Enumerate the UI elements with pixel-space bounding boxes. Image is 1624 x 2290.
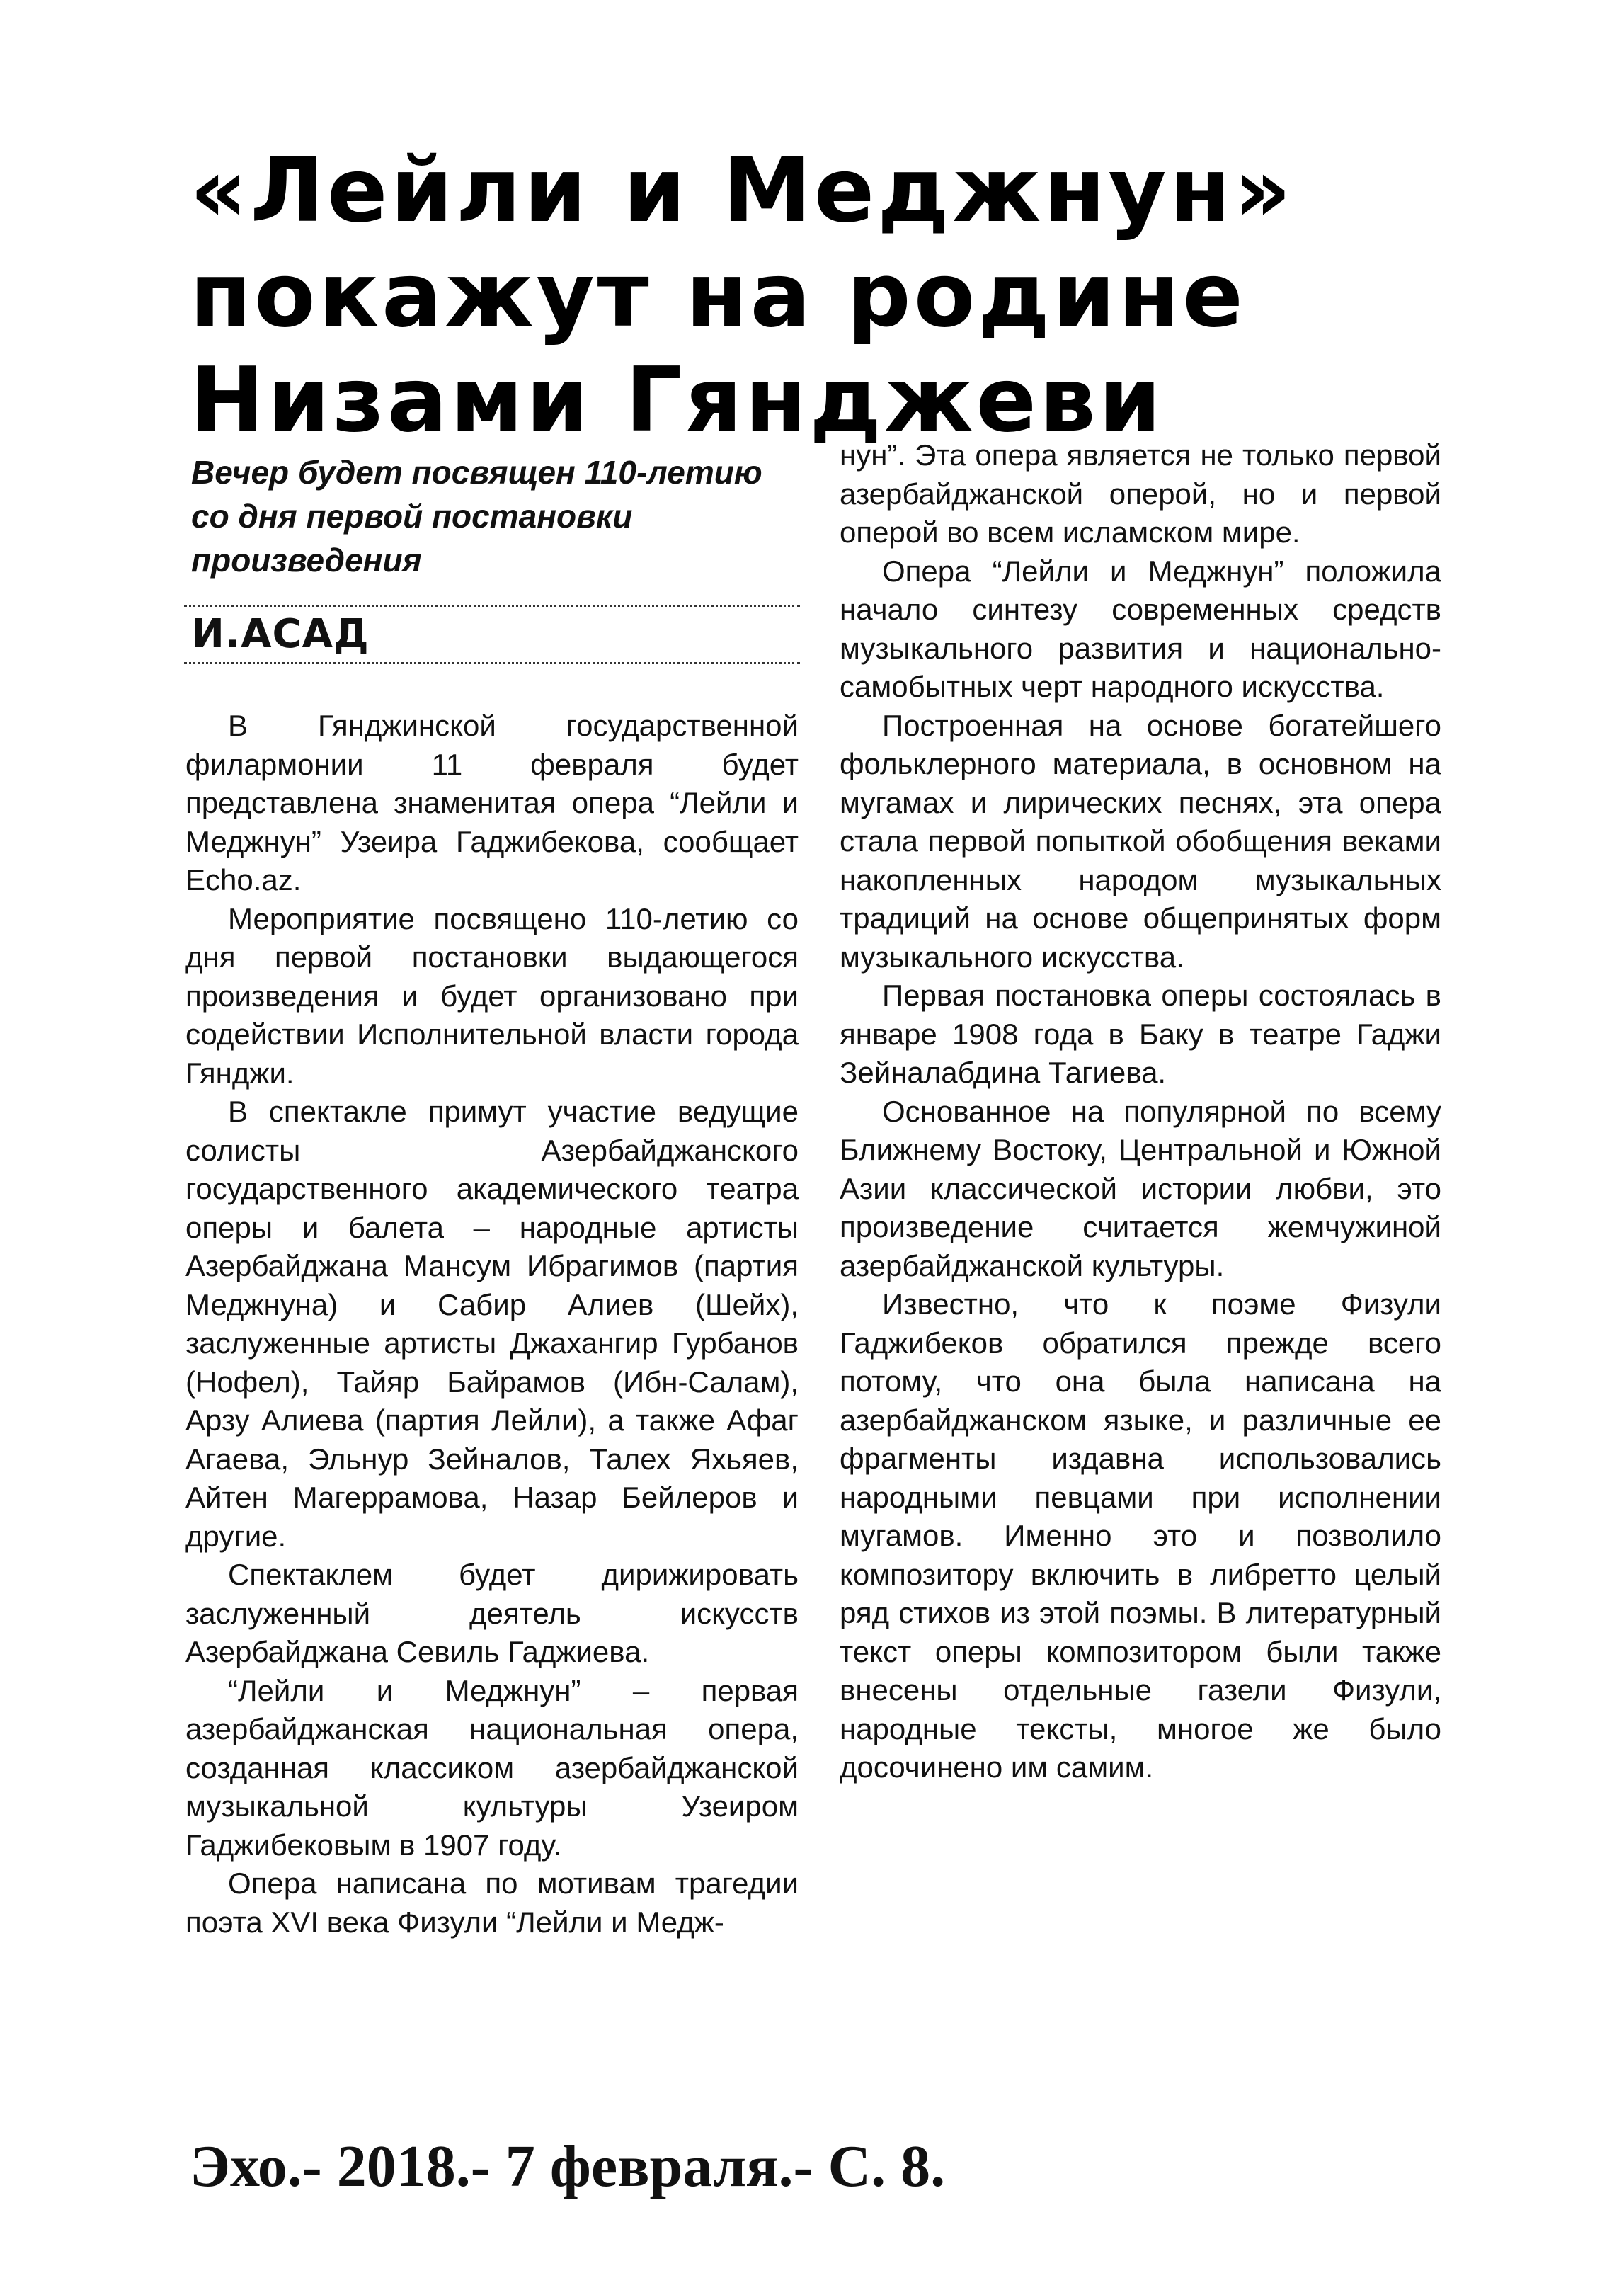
paragraph: Спектаклем будет дирижировать заслуженный деятель искусств Азербайджана Севиль Гаджиева.: [185, 1558, 799, 1668]
article-byline: И.АСАД: [191, 611, 370, 657]
paragraph: Построенная на основе богатейшего фольклерного материала, в основном на мугамах и лирических песнях, эта опера стала первой попыткой обобщения веками накопленных народом музыкальных традиций на основе общепринятых форм музыкального искусства.: [840, 708, 1441, 974]
article-column-1: [185, 707, 799, 1942]
source-citation: Эхо.- 2018.- 7 февраля.- С. 8.: [190, 2134, 946, 2199]
paragraph: Основанное на популярной по всему Ближнему Востоку, Центральной и Южной Азии классической истории любви, это произведение считается жемчужиной азербайджанской культуры.: [840, 1094, 1441, 1282]
headline-line-1: «Лейли и Меджнун»: [190, 138, 1295, 242]
paragraph-continuation: нун”. Эта опера является не только первой азербайджанской оперой, но и первой оперой во всем исламском мире.: [840, 438, 1441, 549]
paragraph: Мероприятие посвящено 110-летию со дня первой постановки выдающегося произведения и будет организовано при содействии Исполнительной власти города Гянджи.: [185, 901, 799, 1090]
paragraph: “Лейли и Меджнун” – первая азербайджанская национальная опера, созданная классиком азербайджанской музыкальной культуры Узеиром Гаджибековым в 1907 году.: [185, 1673, 799, 1862]
paragraph: Известно, что к поэме Физули Гаджибеков обратился прежде всего потому, что она была написана на азербайджанском языке, и различные ее фрагменты издавна использовались народными певцами при исполнении мугамов. Именно это и позволило композитору включить в либретто целый ряд стихов из этой поэмы. В литературный текст оперы композитором были также внесены отдельные газели Физули, народные тексты, многое же было досочинено им самим.: [840, 1287, 1441, 1784]
paragraph: Опера написана по мотивам трагедии поэта XVI века Физули “Лейли и Медж-: [185, 1867, 799, 1939]
paragraph: Опера “Лейли и Меджнун” положила начало синтезу современных средств музыкального развития и национально-самобытных черт народного искусства.: [840, 554, 1441, 703]
article-column-2: [840, 436, 1441, 1787]
article-subtitle: Вечер будет посвящен 110-летию со дня первой постановки произведения: [191, 454, 762, 579]
headline-line-3: Низами Гянджеви: [190, 348, 1164, 452]
paragraph: В Гянджинской государственной филармонии 11 февраля будет представлена знаменитая опера “Лейли и Меджнун” Узеира Гаджибекова, сообщает Echo.az.: [185, 709, 799, 896]
divider-bottom: [184, 662, 800, 664]
divider-top: [184, 605, 800, 607]
paragraph: В спектакле примут участие ведущие солисты Азербайджанского государственного академического театра оперы и балета – народные артисты Азербайджана Мансум Ибрагимов (партия Меджнуна) и Сабир Алиев (Шейх), заслуженные артисты Джахангир Гурбанов (Нофел), Тайяр Байрамов (Ибн-Салам), Арзу Алиева (партия Лейли), а также Афаг Агаева, Эльнур Зейналов, Талех Яхьяев, Айтен Магеррамова, Назар Бейлеров и другие.: [185, 1095, 799, 1553]
article-headline: [190, 138, 1464, 452]
headline-line-2: покажут на родине: [190, 243, 1246, 347]
paragraph: Первая постановка оперы состоялась в январе 1908 года в Баку в театре Гаджи Зейналабдина Тагиева.: [840, 979, 1441, 1089]
